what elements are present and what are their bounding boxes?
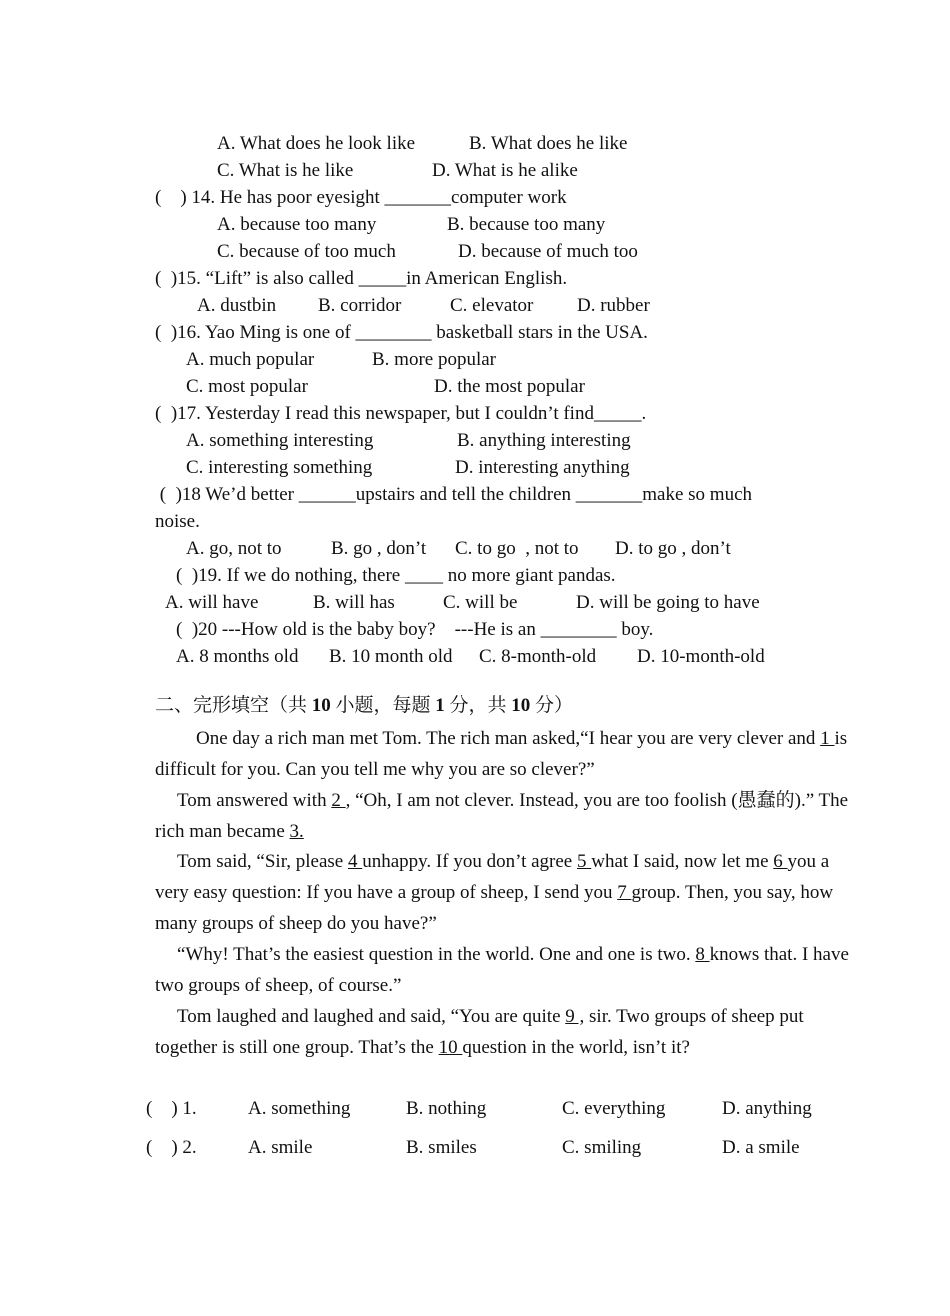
passage-paragraph-4: “Why! That’s the easiest question in the world. One and one is two. 8 knows that. I have two groups of sheep, of course.” <box>155 944 849 996</box>
option-d: D. anything <box>722 1098 812 1119</box>
blank-6: 6 <box>773 851 788 872</box>
question-line: A. 8 months old <box>176 646 299 667</box>
question-line: B. because too many <box>447 214 606 235</box>
question-line: C. to go , not to <box>455 538 579 559</box>
option-b: B. nothing <box>406 1098 487 1119</box>
question-line: ( )17. Yesterday I read this newspaper, but I couldn’t find_____. <box>155 403 647 424</box>
question-line: C. because of too much <box>217 241 396 262</box>
question-line: C. 8-month-old <box>479 646 597 667</box>
question-line: D. because of much too <box>458 241 638 262</box>
question-line: C. elevator <box>450 295 534 316</box>
question-line: D. will be going to have <box>576 592 760 613</box>
blank-5: 5 <box>576 851 592 872</box>
question-line: B. will has <box>313 592 395 613</box>
question-line: B. 10 month old <box>329 646 453 667</box>
question-line: B. What does he like <box>469 133 628 154</box>
passage-paragraph-1: One day a rich man met Tom. The rich man asked,“I hear you are very clever and 1 is difficult for you. Can you tell me why you are so clever?” <box>155 728 848 780</box>
question-line: ( )15. “Lift” is also called _____in American English. <box>155 268 568 289</box>
question-number: ( ) 1. <box>146 1098 197 1119</box>
question-line: A. dustbin <box>197 295 277 316</box>
option-c: C. smiling <box>562 1137 642 1158</box>
question-line: B. go , don’t <box>331 538 427 559</box>
question-line: A. much popular <box>186 349 315 370</box>
blank-1: 1 <box>820 728 835 749</box>
question-line: A. What does he look like <box>217 133 416 154</box>
passage-paragraph-5: Tom laughed and laughed and said, “You are quite 9 , sir. Two groups of sheep put together is still one group. That’s the 10 question in the world, isn’t it? <box>155 1006 804 1058</box>
question-line: ( ) 14. He has poor eyesight _______computer work <box>155 187 567 208</box>
question-line: D. What is he alike <box>432 160 578 181</box>
blank-2: 2 <box>331 790 346 811</box>
question-line: B. corridor <box>318 295 402 316</box>
question-line: C. most popular <box>186 376 308 397</box>
question-line: D. interesting anything <box>455 457 630 478</box>
question-line: ( )18 We’d better ______upstairs and tell the children _______make so much <box>155 484 753 505</box>
question-line: B. more popular <box>372 349 497 370</box>
question-line: A. go, not to <box>186 538 282 559</box>
passage-paragraph-2: Tom answered with 2 , “Oh, I am not clever. Instead, you are too foolish (愚蠢的).” The rich man became 3. <box>155 790 849 842</box>
question-line: A. will have <box>165 592 259 613</box>
blank-10: 10 <box>438 1037 463 1058</box>
question-line: B. anything interesting <box>457 430 631 451</box>
option-a: A. something <box>248 1098 351 1119</box>
option-b: B. smiles <box>406 1137 477 1158</box>
option-c: C. everything <box>562 1098 666 1119</box>
question-number: ( ) 2. <box>146 1137 197 1158</box>
question-line: D. to go , don’t <box>615 538 731 559</box>
option-a: A. smile <box>248 1137 313 1158</box>
blank-7: 7 <box>617 882 632 903</box>
question-line: C. interesting something <box>186 457 373 478</box>
section-heading: 二、完形填空（共 10 小题，每题 1 分，共 10 分） <box>155 695 574 716</box>
question-line: C. will be <box>443 592 518 613</box>
question-line: D. the most popular <box>434 376 585 397</box>
question-line: C. What is he like <box>217 160 354 181</box>
question-line: D. rubber <box>577 295 650 316</box>
question-line: A. something interesting <box>186 430 374 451</box>
question-line: ( )19. If we do nothing, there ____ no more giant pandas. <box>176 565 616 586</box>
option-d: D. a smile <box>722 1137 800 1158</box>
question-line: ( )20 ---How old is the baby boy? ---He is an ________ boy. <box>176 619 654 640</box>
question-line: noise. <box>155 511 200 532</box>
blank-4: 4 <box>347 851 363 872</box>
question-line: D. 10-month-old <box>637 646 765 667</box>
blank-8: 8 <box>695 944 710 965</box>
blank-3: 3. <box>289 821 304 842</box>
blank-9: 9 , <box>565 1006 585 1027</box>
question-line: ( )16. Yao Ming is one of ________ basketball stars in the USA. <box>155 322 648 343</box>
passage-paragraph-3: Tom said, “Sir, please 4 unhappy. If you don’t agree 5 what I said, now let me 6 you a very easy question: If you have a group of sheep, I send you 7 group. Then, you say, how many groups of sheep do you have?” <box>155 851 834 934</box>
question-line: A. because too many <box>217 214 377 235</box>
